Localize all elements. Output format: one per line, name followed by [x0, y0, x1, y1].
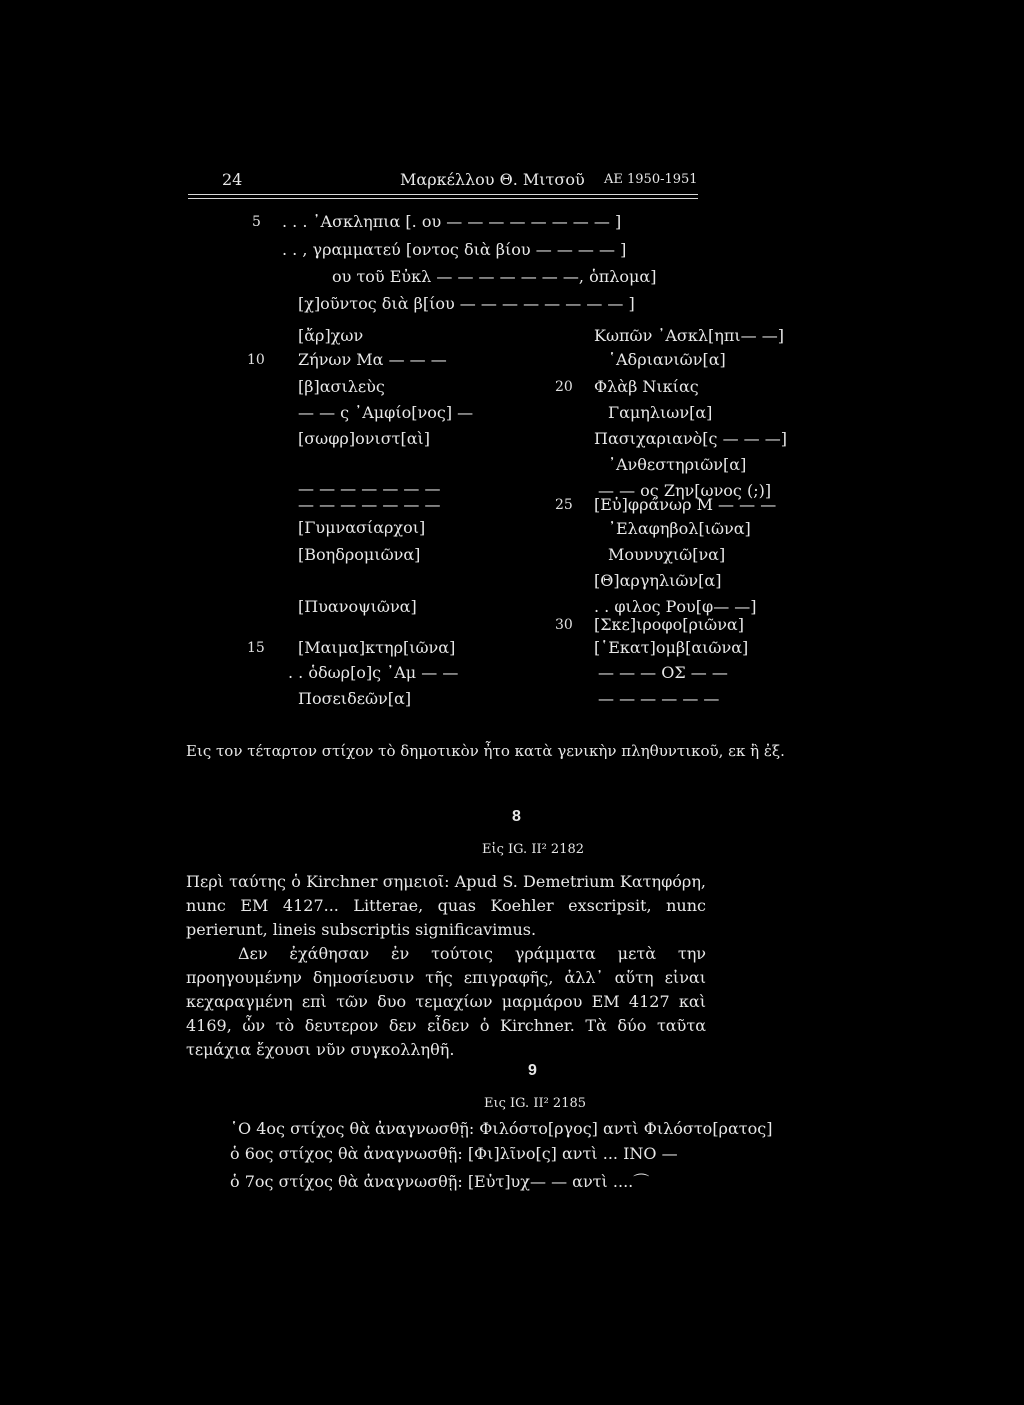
inscription-line: ᾿Ανθεστηριῶν[α] — [608, 455, 747, 474]
inscription-line: . . ὁδωρ[ο]ς ᾿Αμ — — — [288, 663, 459, 682]
inscription-line: ῾Αδριανιῶν[α] — [608, 350, 726, 369]
correction-line: ὁ 7ος στίχος θὰ ἀναγνωσθῇ: [Εὐτ]υχ— — αντὶ ....⌒ — [230, 1172, 650, 1191]
inscription-line: Γαμηλιων[α] — [608, 403, 713, 422]
line-number: 10 — [247, 352, 265, 368]
inscription-line: [σωφρ]ονιστ[αὶ] — [298, 429, 431, 448]
section-number: 9 — [528, 1062, 537, 1079]
inscription-line: [Εὐ]φράνωρ Μ — — — — [594, 495, 777, 514]
inscription-line: [χ]οῦντος διὰ β[ίου — — — — — — — — ] — [298, 294, 635, 313]
inscription-line: [β]ασιλεὺς — [298, 377, 385, 396]
page-number: 24 — [222, 170, 243, 189]
running-title: Μαρκέλλου Θ. Μιτσοῦ — [400, 170, 585, 189]
inscription-line: ου τοῦ Εὐκλ — — — — — — —, ὁπλομα] — [332, 267, 657, 286]
inscription-line: — — — — — — — [598, 689, 720, 708]
inscription-line: Πασιχαριανὸ[ς — — —] — [594, 429, 787, 448]
inscription-line: [῾Εκατ]ομβ[αιῶνα] — [594, 638, 749, 657]
header-rule — [188, 194, 698, 195]
inscription-line: . . , γραμματεύ [οντος διὰ βίου — — — — ] — [282, 240, 627, 259]
section8-paragraph: Περὶ ταύτης ὁ Kirchner σημειοῖ: Apud S. Demetrium Κατηφόρη, nunc EM 4127... Litterae, quas Koehler exscripsit, nunc perierunt, lineis subscriptis significavimus. — [186, 872, 706, 939]
inscription-line: Μουνυχιῶ[να] — [608, 545, 726, 564]
inscription-line: Ζήνων Μα — — — — [298, 350, 447, 369]
header-rule-2 — [188, 198, 698, 199]
section-reference: Εἰς IG. II² 2182 — [482, 842, 585, 857]
note-line: Εις τον τέταρτον στίχον τὸ δημοτικὸν ἦτο κατὰ γενικὴν πληθυντικοῦ, εκ ἢ ἐξ. — [186, 742, 785, 760]
inscription-line: — — ς ᾿Αμφίο[νος] — — [298, 403, 474, 422]
line-number: 30 — [555, 617, 573, 633]
volume-label: ΑΕ 1950-1951 — [604, 172, 698, 187]
inscription-line: — — — — — — — — [298, 495, 441, 514]
section-number: 8 — [512, 808, 521, 825]
inscription-line: — — — ΟΣ — — — [598, 663, 728, 682]
inscription-line: [Σκε]ιροφο[ριῶνα] — [594, 615, 744, 634]
inscription-line: — — ος Ζην[ωνος (;)] — [598, 481, 772, 500]
inscription-line: . . φιλος Ρου[φ— —] — [594, 597, 757, 616]
inscription-line: ᾿Ελαφηβολ[ιῶνα] — [608, 519, 751, 538]
inscription-line: Ποσειδεῶν[α] — [298, 689, 412, 708]
inscription-line: [Μαιμα]κτηρ[ιῶνα] — [298, 638, 456, 657]
correction-line: ῾Ο 4ος στίχος θὰ ἀναγνωσθῇ: Φιλόστο[ργος] αντὶ Φιλόστο[ρατος] — [230, 1119, 773, 1138]
line-number: 15 — [247, 640, 265, 656]
line-number: 20 — [555, 379, 573, 395]
correction-line: ὁ 6ος στίχος θὰ ἀναγνωσθῇ: [Φι]λῖνο[ς] αντὶ ... ΙΝΟ — — [230, 1144, 678, 1163]
section-reference: Εις IG. II² 2185 — [484, 1096, 587, 1111]
inscription-line: . . . ᾿Ασκληπια [. ου — — — — — — — — ] — [282, 212, 622, 231]
section8-paragraph: Δεν ἐχάθησαν ἐν τούτοις γράμματα μετὰ την προηγουμένην δημοσίευσιν τῆς επιγραφῆς, ἀλλ᾿ αὕτη εἰναι κεχαραγμένη επὶ τῶν δυο τεμαχίων μαρμάρου ΕΜ 4127 καὶ 4169, ὧν τὸ δευτερον δεν εἶδεν ὁ Kirchner. Τὰ δύο ταῦτα τεμάχια ἔχουσι νῦν συγκολληθῆ. — [186, 944, 706, 1059]
line-number: 25 — [555, 497, 573, 513]
inscription-line: [Βοηδρομιῶνα] — [298, 545, 421, 564]
inscription-line: — — — — — — — — [298, 479, 441, 498]
inscription-line: [Θ]αργηλιῶν[α] — [594, 571, 722, 590]
inscription-line: Φλὰβ Νικίας — [594, 377, 699, 396]
inscription-line: [Πυανοψιῶνα] — [298, 597, 417, 616]
inscription-line: [Γυμνασίαρχοι] — [298, 518, 426, 537]
inscription-line: [ἄρ]χων — [298, 326, 364, 345]
inscription-line: Κωπῶν ᾿Ασκλ[ηπι— —] — [594, 326, 784, 345]
line-number: 5 — [252, 214, 261, 230]
